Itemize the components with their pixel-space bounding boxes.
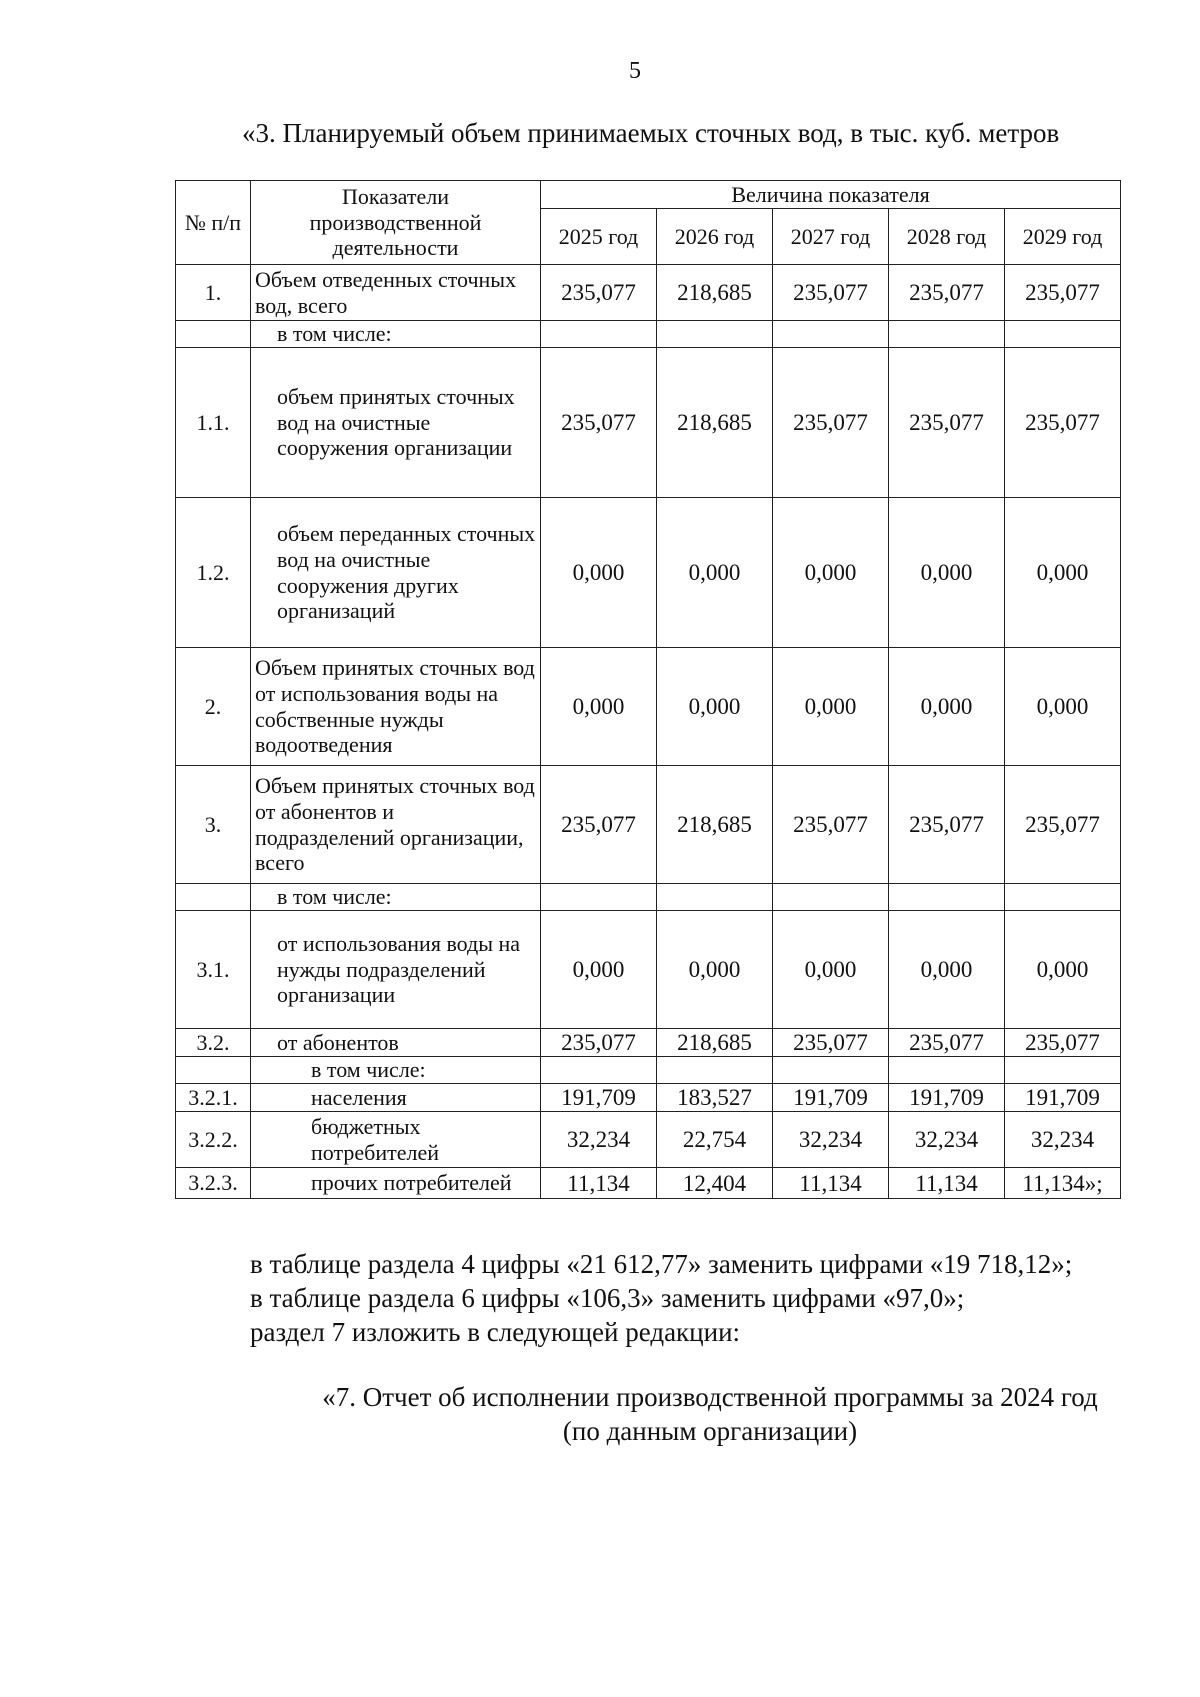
row-value: 235,077: [1005, 265, 1121, 321]
row-value: [1005, 1057, 1121, 1084]
row-value: [773, 1057, 889, 1084]
table-row: [176, 1029, 1121, 1057]
row-number: 1.: [176, 265, 251, 321]
row-value: 235,077: [1005, 766, 1121, 884]
row-value: [657, 321, 773, 348]
page-number: 5: [629, 58, 641, 84]
row-value: 218,685: [657, 766, 773, 884]
row-value: 218,685: [657, 348, 773, 498]
header-year: 2026 год: [657, 209, 773, 265]
row-value: 11,134»;: [1005, 1168, 1121, 1199]
row-value: 0,000: [889, 498, 1005, 648]
amendment-line: в таблице раздела 4 цифры «21 612,77» заменить цифрами «19 718,12»;: [250, 1249, 1073, 1279]
table-row: [176, 1168, 1121, 1199]
row-value: 191,709: [541, 1084, 657, 1112]
row-number: 2.: [176, 648, 251, 766]
table-row: [176, 265, 1121, 321]
row-value: 235,077: [889, 1029, 1005, 1057]
next-section-title: [200, 1380, 1200, 1448]
row-value: [541, 321, 657, 348]
row-indicator: от использования воды на нужды подразделений организации: [251, 911, 541, 1029]
table-row: [176, 498, 1121, 648]
table-row: [176, 321, 1121, 348]
next-section-subtitle: (по данным организации): [562, 1416, 858, 1447]
row-value: 12,404: [657, 1168, 773, 1199]
table-row: [176, 1057, 1121, 1084]
header-indicator: Показатели производственной деятельности: [251, 181, 541, 265]
row-value: [773, 884, 889, 911]
row-indicator: прочих потребителей: [251, 1168, 541, 1199]
row-value: [541, 1057, 657, 1084]
row-value: 0,000: [1005, 498, 1121, 648]
section-title: «3. Планируемый объем принимаемых сточных вод, в тыс. куб. метров: [242, 118, 1060, 148]
row-value: 0,000: [773, 498, 889, 648]
row-number: 1.2.: [176, 498, 251, 648]
row-value: 11,134: [541, 1168, 657, 1199]
row-number: 3.: [176, 766, 251, 884]
next-section-title-line: «7. Отчет об исполнении производственной программы за 2024 год: [322, 1382, 1098, 1412]
header-year: 2027 год: [773, 209, 889, 265]
row-indicator: Объем отведенных сточных вод, всего: [251, 265, 541, 321]
table-row: [176, 648, 1121, 766]
row-value: [889, 321, 1005, 348]
amendment-line: в таблице раздела 6 цифры «106,3» заменить цифрами «97,0»;: [250, 1283, 965, 1314]
row-value: 0,000: [541, 498, 657, 648]
row-value: [889, 884, 1005, 911]
row-value: 11,134: [773, 1168, 889, 1199]
row-number: [176, 321, 251, 348]
table-row: [176, 1084, 1121, 1112]
table-row: [176, 766, 1121, 884]
row-value: 32,234: [773, 1112, 889, 1168]
table-row: [176, 348, 1121, 498]
row-value: [541, 884, 657, 911]
row-value: [657, 1057, 773, 1084]
row-number: 3.2.2.: [176, 1112, 251, 1168]
row-indicator: Объем принятых сточных вод от использования воды на собственные нужды водоотведения: [251, 648, 541, 766]
row-value: [1005, 884, 1121, 911]
row-number: 3.2.3.: [176, 1168, 251, 1199]
row-value: 32,234: [1005, 1112, 1121, 1168]
row-indicator: в том числе:: [251, 1057, 541, 1084]
row-value: 0,000: [657, 498, 773, 648]
row-value: 218,685: [657, 1029, 773, 1057]
row-value: 11,134: [889, 1168, 1005, 1199]
amendment-line: раздел 7 изложить в следующей редакции:: [250, 1317, 741, 1348]
row-value: 0,000: [773, 648, 889, 766]
table-row: [176, 884, 1121, 911]
row-indicator: Объем принятых сточных вод от абонентов и подразделений организации, всего: [251, 766, 541, 884]
header-year: 2029 год: [1005, 209, 1121, 265]
row-value: 235,077: [773, 265, 889, 321]
wastewater-volume-table: [175, 180, 1121, 1199]
row-value: 183,527: [657, 1084, 773, 1112]
row-value: 235,077: [541, 348, 657, 498]
header-year: 2025 год: [541, 209, 657, 265]
amendments-text: [250, 1247, 1072, 1349]
row-value: 235,077: [889, 265, 1005, 321]
row-value: [1005, 321, 1121, 348]
row-value: 235,077: [1005, 348, 1121, 498]
row-number: 3.2.1.: [176, 1084, 251, 1112]
row-indicator: в том числе:: [251, 321, 541, 348]
table-row: [176, 1112, 1121, 1168]
row-value: 32,234: [541, 1112, 657, 1168]
row-value: 235,077: [541, 766, 657, 884]
row-value: 22,754: [657, 1112, 773, 1168]
row-value: 218,685: [657, 265, 773, 321]
row-value: 235,077: [1005, 1029, 1121, 1057]
row-value: 235,077: [773, 766, 889, 884]
header-num: № п/п: [176, 181, 251, 265]
row-value: 0,000: [541, 911, 657, 1029]
row-value: 191,709: [1005, 1084, 1121, 1112]
header-value-group: Величина показателя: [541, 181, 1121, 209]
row-number: [176, 1057, 251, 1084]
row-indicator: объем принятых сточных вод на очистные сооружения организации: [251, 348, 541, 498]
row-value: 235,077: [889, 348, 1005, 498]
row-value: 191,709: [889, 1084, 1005, 1112]
row-value: 0,000: [1005, 648, 1121, 766]
row-number: 1.1.: [176, 348, 251, 498]
row-value: 0,000: [773, 911, 889, 1029]
row-value: 0,000: [541, 648, 657, 766]
row-indicator: бюджетных потребителей: [251, 1112, 541, 1168]
row-indicator: от абонентов: [251, 1029, 541, 1057]
header-year: 2028 год: [889, 209, 1005, 265]
row-value: 235,077: [541, 265, 657, 321]
row-value: 235,077: [541, 1029, 657, 1057]
row-value: 235,077: [773, 348, 889, 498]
row-indicator: объем переданных сточных вод на очистные сооружения других организаций: [251, 498, 541, 648]
row-value: 235,077: [889, 766, 1005, 884]
row-value: 0,000: [889, 648, 1005, 766]
row-number: [176, 884, 251, 911]
row-value: 0,000: [657, 648, 773, 766]
row-value: 0,000: [889, 911, 1005, 1029]
row-value: [889, 1057, 1005, 1084]
row-number: 3.1.: [176, 911, 251, 1029]
row-value: 191,709: [773, 1084, 889, 1112]
row-indicator: населения: [251, 1084, 541, 1112]
row-value: 0,000: [1005, 911, 1121, 1029]
table-row: [176, 911, 1121, 1029]
row-value: [773, 321, 889, 348]
row-value: 0,000: [657, 911, 773, 1029]
row-indicator: в том числе:: [251, 884, 541, 911]
row-number: 3.2.: [176, 1029, 251, 1057]
row-value: [657, 884, 773, 911]
row-value: 32,234: [889, 1112, 1005, 1168]
row-value: 235,077: [773, 1029, 889, 1057]
